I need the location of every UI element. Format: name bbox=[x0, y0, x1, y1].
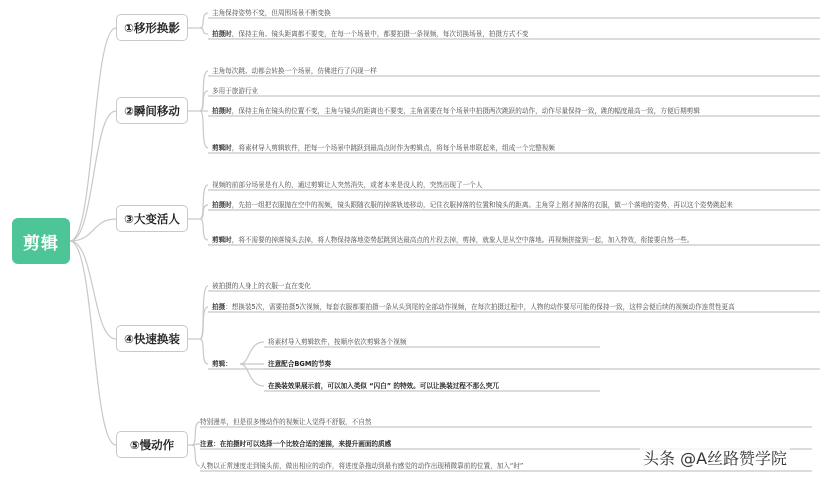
topic-node-5[interactable]: ⑤慢动作 bbox=[116, 431, 188, 458]
topic-leaf-connector bbox=[192, 422, 200, 445]
leaf-body: ，先拍一组把衣服抛在空中的视频，镜头跟随衣服的掉落轨迹移动，记住衣服掉落的位置和镜头的距离。主角穿上刚才掉落的衣服，做一个落地的姿势，再以这个姿势跳起来 bbox=[231, 201, 733, 209]
topic-leaf-connector bbox=[200, 219, 208, 240]
sub-leaf-connector bbox=[240, 364, 264, 386]
leaf-text: 人物以正常速度走到镜头前，做出相应的动作，将进度条拖动到最有感觉的动作出现稍微靠前的位置，加入“时” bbox=[200, 462, 524, 470]
root-node[interactable]: 剪辑 bbox=[12, 218, 70, 264]
topic-leaf-connector bbox=[200, 28, 208, 34]
leaf-body: ，保持主角、镜头距离都不要变，在每一个场景中，都要拍摄一条视频，每次切换场景，拍摄方式不变 bbox=[231, 30, 529, 38]
root-topic-connector bbox=[70, 28, 116, 241]
leaf-text: 被拍摄的人身上的衣服一直在变化 bbox=[212, 282, 311, 290]
leaf-text bbox=[212, 106, 820, 117]
leaf-text bbox=[212, 235, 820, 246]
leaf-text bbox=[212, 29, 529, 40]
leaf-text bbox=[212, 359, 232, 370]
leaf-lead: 剪辑时 bbox=[212, 236, 232, 244]
leaf-lead: 剪辑 bbox=[212, 360, 226, 368]
leaf-text bbox=[212, 200, 820, 211]
leaf-text: 主角每次跳、动都会转换一个场景，仿佛进行了闪现一样 bbox=[212, 67, 377, 75]
watermark-text: 头条 @A丝路赞学院 bbox=[640, 446, 790, 469]
leaf-body: ： bbox=[225, 360, 232, 368]
topic-leaf-connector bbox=[192, 445, 200, 466]
leaf-lead: 拍摄时 bbox=[212, 30, 232, 38]
topic-leaf-connector bbox=[200, 91, 208, 111]
leaf-lead: 拍摄时 bbox=[212, 107, 232, 115]
topic-node-3[interactable]: ③大变活人 bbox=[116, 205, 188, 232]
topic-node-2[interactable]: ②瞬间移动 bbox=[116, 97, 188, 124]
leaf-body: ，将素材导入剪辑软件，把每一个场景中跳跃到最高点时作为剪辑点，将每个场景串联起来，组成一个完整视频 bbox=[231, 144, 555, 152]
leaf-lead: 拍摄时 bbox=[212, 201, 232, 209]
root-topic-connector bbox=[70, 241, 116, 339]
leaf-lead: 拍摄 bbox=[212, 303, 226, 311]
topic-node-1[interactable]: ①移形换影 bbox=[116, 14, 188, 41]
leaf-body: ，保持主角在镜头的位置不变，主角与镜头的距离也不要变，主角需要在每个场景中拍摄两次跳跃的动作，动作尽量保持一致，跳的幅度最高一致，方便后期剪辑 bbox=[231, 107, 700, 115]
topic-leaf-connector bbox=[200, 13, 208, 28]
topic-leaf-connector bbox=[200, 339, 208, 364]
leaf-text bbox=[212, 302, 820, 313]
sub-leaf-text: 将素材导入剪辑软件，按顺序依次剪辑各个视频 bbox=[268, 338, 407, 346]
leaf-text: 特别漫单，但是很多慢动作的视频让人觉得不舒服，不自然 bbox=[200, 418, 372, 426]
topic-leaf-connector bbox=[200, 307, 208, 339]
leaf-text: 多用于旅游行业 bbox=[212, 87, 259, 95]
sub-leaf-text: 注意配合BGM的节奏 bbox=[268, 360, 332, 368]
leaf-text: 注意：在拍摄时可以选择一个比较合适的速描，来提升画面的质感 bbox=[200, 440, 392, 448]
topic-leaf-connector bbox=[200, 185, 208, 219]
topic-leaf-connector bbox=[200, 205, 208, 219]
leaf-text: 主角保持姿势不变，但周围场景不断变换 bbox=[212, 9, 331, 17]
sub-leaf-connector bbox=[240, 342, 264, 364]
topic-node-4[interactable]: ④快速换装 bbox=[116, 325, 188, 352]
sub-leaf-text: 在换装效果展示前，可以加入类似 “闪白” 的特效。可以让换装过程不那么突兀 bbox=[268, 382, 499, 390]
leaf-text: 视频的前部分场景是有人的，通过剪辑让人突然消失，或者本来是没人的，突然出现了一个人 bbox=[212, 181, 483, 189]
leaf-lead: 剪辑时 bbox=[212, 144, 232, 152]
root-topic-connector bbox=[70, 111, 116, 241]
root-topic-connector bbox=[70, 241, 116, 445]
leaf-body: ：想换装5次，需要拍摄5次视频，每套衣服都要拍摄一条从头到尾的全部动作视频，在每次拍摄过程中，人物的动作要尽可能的保持一致，这样会便后续的视频动作连贯性更高 bbox=[225, 303, 735, 311]
topic-leaf-connector bbox=[200, 111, 208, 148]
leaf-text bbox=[212, 143, 555, 154]
leaf-body: ，将不需要的掉落镜头去掉，将人物保持落地姿势起跳到达最高点的片段去掉，剪掉，就象人是从空中落地。再视频拼接到一起，加入特效，衔接要自然一些。 bbox=[231, 236, 694, 244]
